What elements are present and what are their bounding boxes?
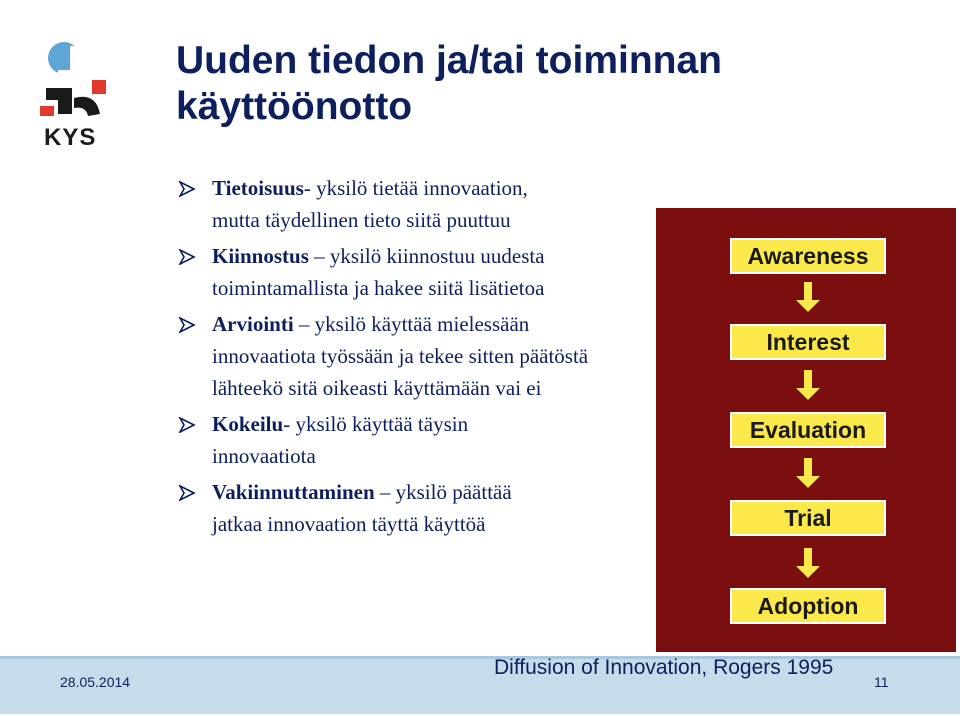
- bullet-term: Arviointi: [212, 312, 294, 336]
- bullet-arrow-icon: [178, 317, 196, 333]
- bullet-text-line1: yksilö tietää innovaation,: [316, 176, 528, 200]
- bullet-text-rest: mutta täydellinen tieto siitä puuttuu: [212, 208, 511, 232]
- stage-interest: Interest: [730, 324, 886, 360]
- stage-adoption: Adoption: [730, 588, 886, 624]
- bullet-term: Tietoisuus: [212, 176, 304, 200]
- bullet-arrow-icon: [178, 485, 196, 501]
- bullet-term: Kiinnostus: [212, 244, 309, 268]
- bullet-separator: –: [308, 244, 330, 268]
- stage-trial: Trial: [730, 500, 886, 536]
- bullet-item: [176, 476, 646, 540]
- down-arrow-icon: [794, 456, 822, 490]
- logo-text: KYS: [44, 124, 97, 151]
- bullet-text-line1: yksilö päättää: [395, 480, 512, 504]
- bullet-arrow-icon: [178, 181, 196, 197]
- diffusion-diagram: [656, 208, 956, 652]
- bullet-text-line1: yksilö kiinnostuu uudesta: [329, 244, 545, 268]
- bullet-separator: –: [293, 312, 315, 336]
- footer-source: Diffusion of Innovation, Rogers 1995: [494, 656, 834, 679]
- bullet-separator: -: [303, 176, 317, 200]
- bullet-text-rest: jatkaa innovaation täyttä käyttöä: [212, 512, 486, 536]
- bullet-arrow-icon: [178, 249, 196, 265]
- bullet-term: Kokeilu: [212, 412, 284, 436]
- page-number: 11: [874, 674, 889, 690]
- down-arrow-icon: [794, 280, 822, 314]
- bullet-arrow-icon: [178, 417, 196, 433]
- bullet-text-line1: yksilö käyttää mielessään: [314, 312, 530, 336]
- bullet-text-rest: innovaatiota: [212, 444, 316, 468]
- bullet-item: [176, 308, 646, 404]
- bullet-text-rest: innovaatiota työssään ja tekee sitten päätöstä lähteekö sitä oikeasti käyttämään vai ei: [212, 344, 589, 400]
- down-arrow-icon: [794, 368, 822, 402]
- slide-title: Uuden tiedon ja/tai toiminnan käyttöönotto: [176, 39, 722, 128]
- stage-evaluation: Evaluation: [730, 412, 886, 448]
- bullet-separator: -: [283, 412, 296, 436]
- bullet-term: Vakiinnuttaminen: [212, 480, 375, 504]
- bullet-text-rest: toimintamallista ja hakee siitä lisätietoa: [212, 276, 545, 300]
- bullet-separator: –: [374, 480, 396, 504]
- bullet-list: [176, 172, 646, 544]
- bullet-item: [176, 408, 646, 472]
- down-arrow-icon: [794, 546, 822, 580]
- bullet-item: [176, 240, 646, 304]
- footer-bar: [0, 656, 960, 714]
- bullet-text-line1: yksilö käyttää täysin: [295, 412, 469, 436]
- footer-date: 28.05.2014: [60, 674, 131, 690]
- bullet-item: [176, 172, 646, 236]
- stage-awareness: Awareness: [730, 238, 886, 274]
